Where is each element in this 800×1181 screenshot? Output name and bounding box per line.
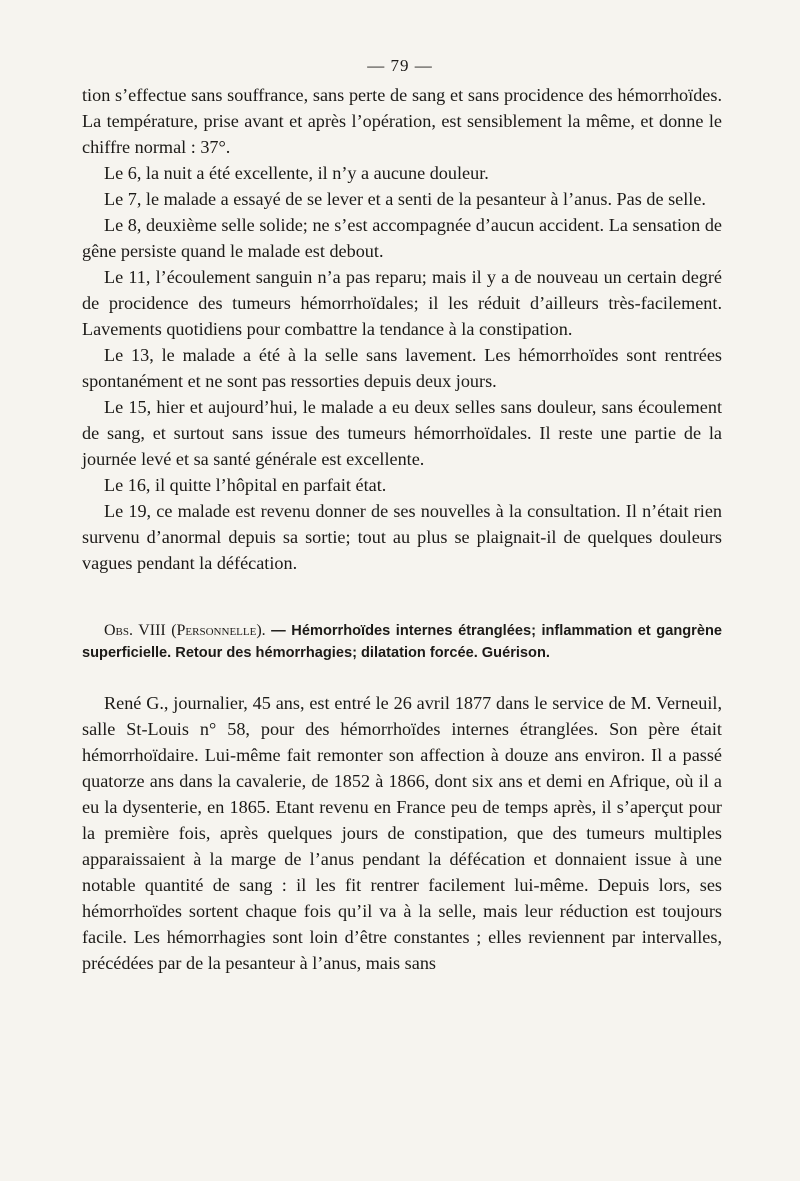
observation-label: Obs. VIII (Personnelle).	[104, 622, 266, 639]
paragraph-case-history: René G., journalier, 45 ans, est entré le 26 avril 1877 dans le service de M. Verneuil, salle St-Louis n° 58, pour des hémorrhoïdes internes étranglées. Son père était hémorrhoïdaire. Lui-même fait remonter son affection à douze ans environ. Il a passé quatorze ans dans la cavalerie, de 1852 à 1866, dont six ans et demi en Afrique, où il a eu la dysenterie, en 1865. Etant revenu en France peu de temps après, il s’aperçut pour la première fois, après quelques jours de constipation, que des tumeurs multiples apparaissaient à la marge de l’anus pendant la défécation et donnaient issue à une notable quantité de sang : il les fit rentrer facilement lui-même. Depuis lors, ses hémorrhoïdes sortent chaque fois qu’il va à la selle, mais leur réduction est toujours facile. Les hémorrhagies sont loin d’être constantes ; elles reviennent par intervalles, précédées par de la pesanteur à l’anus, mais sans	[82, 693, 722, 973]
paragraph-day-16: Le 16, il quitte l’hôpital en parfait état.	[104, 475, 387, 495]
paragraph-day-15: Le 15, hier et aujourd’hui, le malade a eu deux selles sans douleur, sans écoulement de sang, et surtout sans issue des tumeurs hémorrhoïdales. Il reste une partie de la journée levé et sa santé générale est excellente.	[82, 397, 722, 469]
observation-title: — Hémorrhoïdes internes étranglées; inflammation et gangrène superficielle. Retour des hémorrhagies; dilatation forcée. Guérison.	[82, 623, 722, 661]
paragraph-day-6: Le 6, la nuit a été excellente, il n’y a aucune douleur.	[104, 163, 489, 183]
observation-heading	[82, 620, 722, 664]
paragraph-day-19: Le 19, ce malade est revenu donner de ses nouvelles à la consultation. Il n’était rien survenu d’anormal depuis sa sortie; tout au plus se plaignait-il de quelques douleurs vagues pendant la défécation.	[82, 501, 722, 573]
paragraph-day-8: Le 8, deuxième selle solide; ne s’est accompagnée d’aucun accident. La sensation de gêne persiste quand le malade est debout.	[82, 215, 722, 261]
paragraph-day-13: Le 13, le malade a été à la selle sans lavement. Les hémorrhoïdes sont rentrées spontanément et ne sont pas ressorties depuis deux jours.	[82, 345, 722, 391]
paragraph-day-7: Le 7, le malade a essayé de se lever et a senti de la pesanteur à l’anus. Pas de selle.	[104, 189, 706, 209]
paragraph-continuation: tion s’effectue sans souffrance, sans perte de sang et sans procidence des hémorrhoïdes. La température, prise avant et après l’opération, est sensiblement la même, et donne le chiffre normal : 37°.	[82, 85, 722, 157]
page-number: — 79 —	[367, 56, 433, 75]
paragraph-day-11: Le 11, l’écoulement sanguin n’a pas reparu; mais il y a de nouveau un certain degré de procidence des tumeurs hémorrhoïdales; il les réduit d’ailleurs très-facilement. Lavements quotidiens pour combattre la tendance à la constipation.	[82, 267, 722, 339]
body-text	[82, 82, 722, 976]
